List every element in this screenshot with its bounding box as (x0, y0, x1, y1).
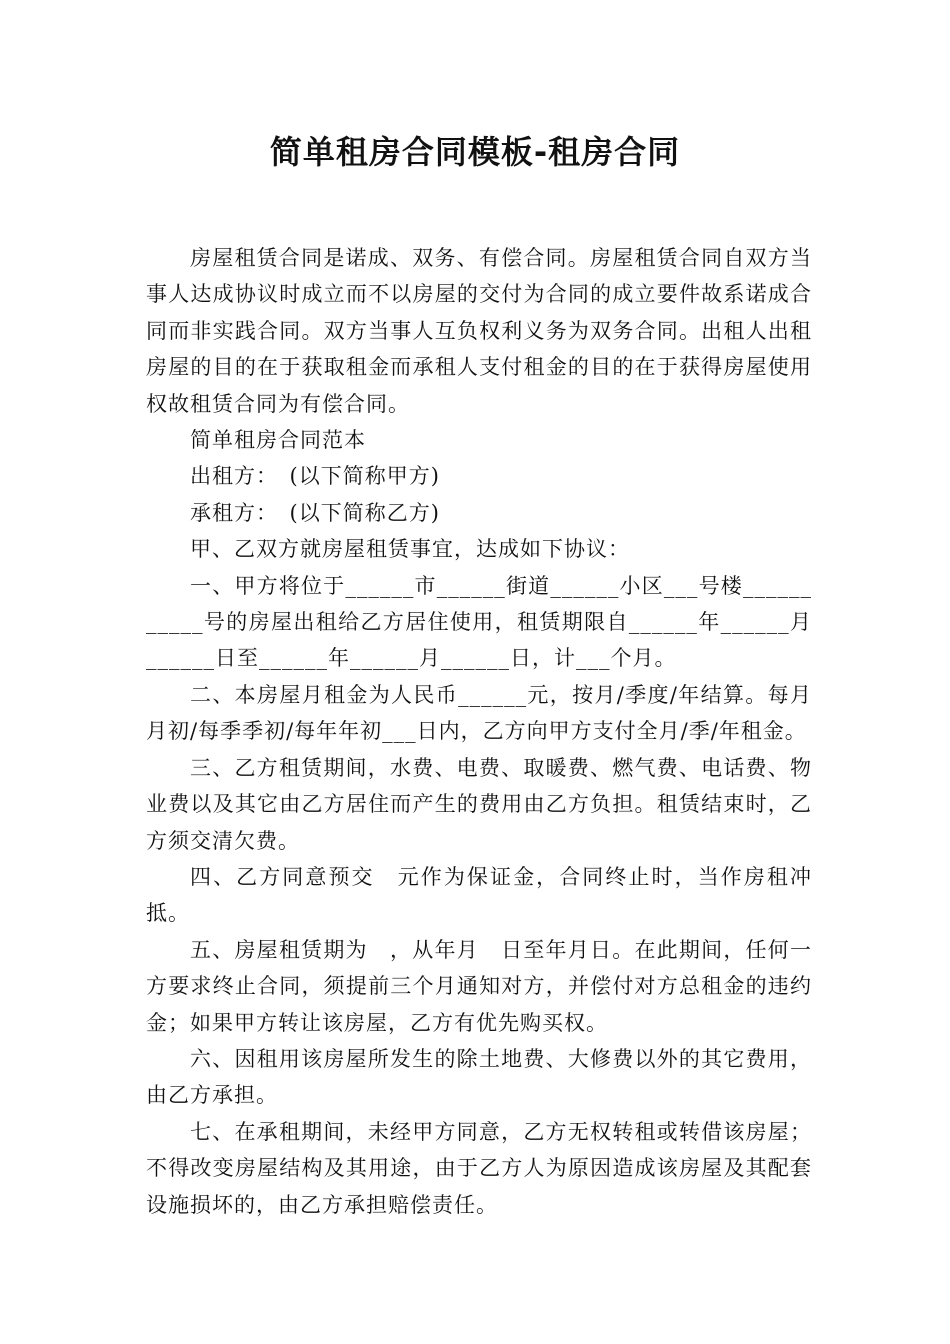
clause-2: 二、本房屋月租金为人民币______元，按月/季度/年结算。每月月初/每季季初/每年年初___日内，乙方向甲方支付全月/季/年租金。 (146, 682, 812, 744)
paragraph-agreement-intro: 甲、乙双方就房屋租赁事宜，达成如下协议： (190, 537, 630, 562)
clause-5: 五、房屋租赁期为 ，从年月 日至年月日。在此期间，任何一方要求终止合同，须提前三个月通知对方，并偿付对方总租金的违约金；如果甲方转让该房屋，乙方有优先购买权。 (146, 937, 812, 1035)
clause-6: 六、因租用该房屋所发生的除土地费、大修费以外的其它费用，由乙方承担。 (146, 1046, 812, 1108)
clause-7: 七、在承租期间，未经甲方同意，乙方无权转租或转借该房屋；不得改变房屋结构及其用途，由于乙方人为原因造成该房屋及其配套设施损坏的，由乙方承担赔偿责任。 (146, 1119, 812, 1217)
clause-4: 四、乙方同意预交 元作为保证金，合同终止时，当作房租冲抵。 (146, 864, 812, 926)
paragraph-lessor: 出租方： (以下简称甲方) (190, 464, 440, 489)
paragraph-lessee: 承租方： (以下简称乙方) (190, 500, 440, 525)
document-title: 简单租房合同模板-租房合同 (269, 133, 681, 171)
paragraph-intro: 房屋租赁合同是诺成、双务、有偿合同。房屋租赁合同自双方当事人达成协议时成立而不以房屋的交付为合同的成立要件故系诺成合同而非实践合同。双方当事人互负权利义务为双务合同。出租人出租房屋的目的在于获取租金而承租人支付租金的目的在于获得房屋使用权故租赁合同为有偿合同。 (146, 246, 812, 416)
paragraph-template-heading: 简单租房合同范本 (190, 428, 366, 453)
clause-3: 三、乙方租赁期间，水费、电费、取暖费、燃气费、电话费、物业费以及其它由乙方居住而产生的费用由乙方负担。租赁结束时，乙方须交清欠费。 (146, 755, 812, 853)
document-body (146, 240, 812, 1223)
clause-1: 一、甲方将位于______市______街道______小区___号楼___________号的房屋出租给乙方居住使用，租赁期限自______年______月______日至______年______月______日，计___个月。 (146, 573, 812, 671)
